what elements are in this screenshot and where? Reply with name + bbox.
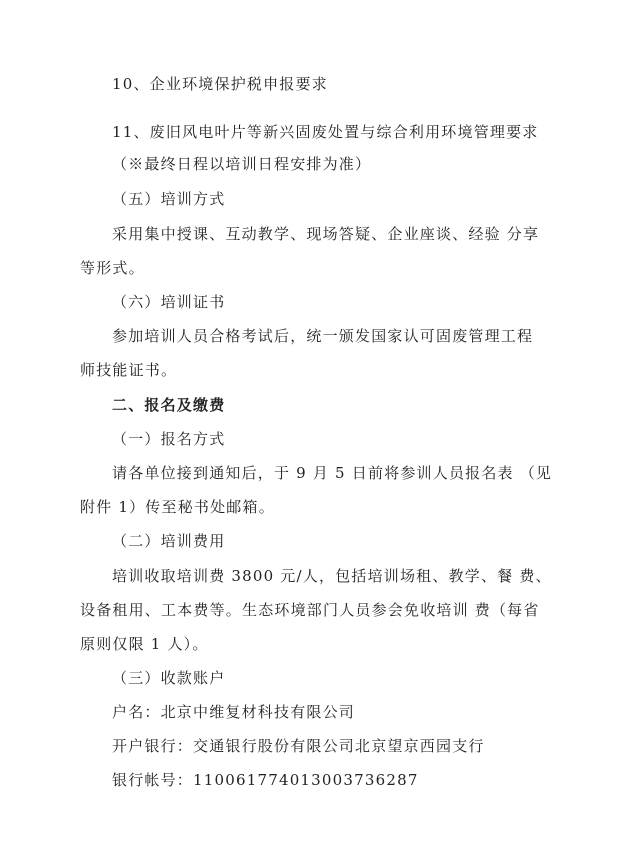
registration-text-line-2: 附件 1）传至秘书处邮箱。: [80, 498, 275, 516]
fees-text-line-2: 设备租用、工本费等。生态环境部门人员参会免收培训 费（每省: [80, 601, 540, 619]
account-name: 户名：北京中维复材科技有限公司: [112, 703, 356, 721]
section-heading-payment-account: （三）收款账户: [112, 669, 226, 687]
agenda-item-11: 11、废旧风电叶片等新兴固废处置与综合利用环境管理要求: [112, 123, 539, 141]
agenda-item-10: 10、企业环境保护税申报要求: [112, 75, 328, 93]
certificate-text-line-2: 师技能证书。: [80, 361, 178, 379]
certificate-text-line-1: 参加培训人员合格考试后，统一颁发国家认可固废管理工程: [112, 327, 534, 345]
training-method-text-line-1: 采用集中授课、互动教学、现场答疑、企业座谈、经验 分享: [112, 225, 540, 243]
fees-text-line-3: 原则仅限 1 人）。: [80, 635, 209, 653]
bank-name: 开户银行：交通银行股份有限公司北京望京西园支行: [112, 737, 485, 755]
schedule-note: （※最终日程以培训日程安排为准）: [112, 155, 372, 173]
fees-text-line-1: 培训收取培训费 3800 元/人，包括培训场租、教学、餐 费、: [112, 567, 552, 585]
bank-account-number: 银行帐号：110061774013003736287: [112, 771, 419, 789]
section-heading-certificate: （六）培训证书: [112, 293, 226, 311]
section-heading-training-method: （五）培训方式: [112, 190, 226, 208]
section-heading-training-fees: （二）培训费用: [112, 532, 226, 550]
section-heading-registration-method: （一）报名方式: [112, 430, 226, 448]
training-method-text-line-2: 等形式。: [80, 259, 145, 277]
section-heading-registration-fees: 二、报名及缴费: [112, 396, 226, 414]
registration-text-line-1: 请各单位接到通知后，于 9 月 5 日前将参训人员报名表 （见: [112, 464, 553, 482]
